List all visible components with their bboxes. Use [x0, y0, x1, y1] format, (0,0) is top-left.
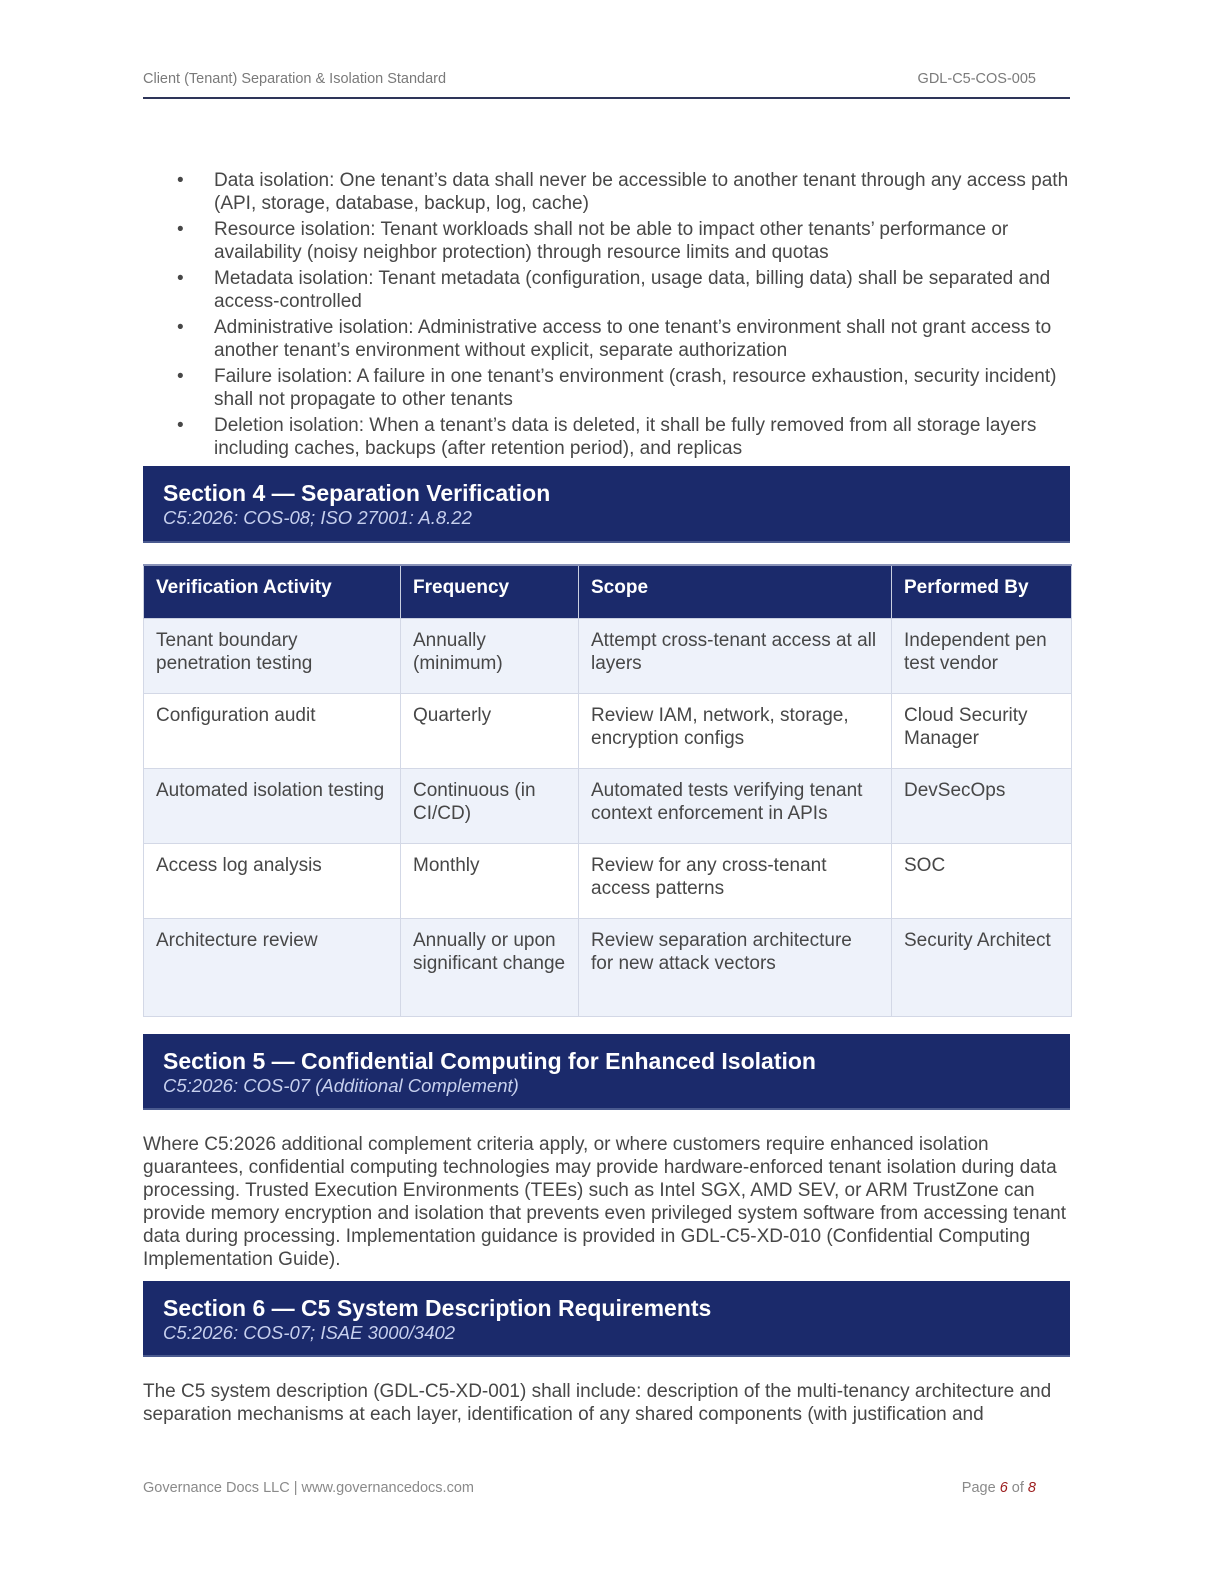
- bullet-icon: •: [177, 170, 184, 191]
- page-header: [143, 70, 1070, 99]
- section-4-header: [143, 466, 1070, 543]
- list-item-text: Failure isolation: A failure in one tenant’s environment (crash, resource exhaustion, security incident) shall not propagate to other tenants: [214, 366, 1057, 410]
- table-cell: Review IAM, network, storage, encryption configs: [579, 694, 892, 769]
- table-cell: Attempt cross-tenant access at all layers: [579, 619, 892, 694]
- table-row: [144, 844, 1072, 919]
- table-cell: Review separation architecture for new attack vectors: [579, 919, 892, 1017]
- table-cell: SOC: [892, 844, 1072, 919]
- table-cell: Tenant boundary penetration testing: [144, 619, 401, 694]
- section-reference: C5:2026: COS-07 (Additional Complement): [163, 1075, 519, 1096]
- section-title: Section 4 — Separation Verification: [163, 480, 551, 506]
- section-title: Section 5 — Confidential Computing for Enhanced Isolation: [163, 1048, 816, 1074]
- bullet-icon: •: [177, 366, 184, 387]
- page-indicator: [962, 1480, 1036, 1496]
- table-cell: Access log analysis: [144, 844, 401, 919]
- section-title: Section 6 — C5 System Description Requirements: [163, 1295, 712, 1321]
- company-info: Governance Docs LLC | www.governancedocs.com: [143, 1480, 474, 1496]
- list-item-text: Administrative isolation: Administrative access to one tenant’s environment shall not grant access to another tenant’s environment without explicit, separate authorization: [214, 317, 1052, 361]
- list-item: [143, 267, 1073, 313]
- verification-table: [143, 564, 1072, 1017]
- section-5-body: Where C5:2026 additional complement criteria apply, or where customers require enhanced isolation guarantees, confidential computing technologies may provide hardware-enforced tenant isolation during data processing. Trusted Execution Environments (TEEs) such as Intel SGX, AMD SEV, or ARM TrustZone can provide memory encryption and isolation that prevents even privileged system software from accessing tenant data during processing. Implementation guidance is provided in GDL-C5-XD-010 (Confidential Computing Implementation Guide).: [143, 1134, 1067, 1270]
- list-item-text: Data isolation: One tenant’s data shall never be accessible to another tenant through any access path (API, storage, database, backup, log, cache): [214, 170, 1069, 214]
- section-6-body: The C5 system description (GDL-C5-XD-001) shall include: description of the multi-tenancy architecture and separation mechanisms at each layer, identification of any shared components (with justification and: [143, 1381, 1052, 1425]
- bullet-icon: •: [177, 268, 184, 289]
- table-cell: Cloud Security Manager: [892, 694, 1072, 769]
- page-of-label: of: [1011, 1480, 1024, 1496]
- total-pages-number: 8: [1027, 1480, 1036, 1496]
- column-header: Scope: [579, 565, 892, 619]
- list-item: [143, 316, 1073, 362]
- section-reference: C5:2026: COS-07; ISAE 3000/3402: [163, 1322, 456, 1343]
- list-item: [143, 365, 1073, 411]
- list-item: [143, 218, 1073, 264]
- bullet-icon: •: [177, 415, 184, 436]
- section-5-header: [143, 1034, 1070, 1110]
- table-cell: Configuration audit: [144, 694, 401, 769]
- current-page-number: 6: [999, 1480, 1008, 1496]
- table-cell: Continuous (in CI/CD): [401, 769, 579, 844]
- table-cell: Automated isolation testing: [144, 769, 401, 844]
- list-item: [143, 414, 1073, 460]
- table-header-row: [144, 565, 1072, 619]
- table-cell: Annually (minimum): [401, 619, 579, 694]
- table-cell: Security Architect: [892, 919, 1072, 1017]
- table-cell: Independent pen test vendor: [892, 619, 1072, 694]
- table-cell: Review for any cross-tenant access patterns: [579, 844, 892, 919]
- bullet-icon: •: [177, 317, 184, 338]
- table-cell: Monthly: [401, 844, 579, 919]
- table-row: [144, 694, 1072, 769]
- bullet-icon: •: [177, 219, 184, 240]
- column-header: Frequency: [401, 565, 579, 619]
- list-item-text: Resource isolation: Tenant workloads shall not be able to impact other tenants’ performance or availability (noisy neighbor protection) through resource limits and quotas: [214, 219, 1009, 263]
- page-label: Page: [961, 1480, 996, 1496]
- table-cell: Quarterly: [401, 694, 579, 769]
- table-cell: Automated tests verifying tenant context enforcement in APIs: [579, 769, 892, 844]
- table-cell: Architecture review: [144, 919, 401, 1017]
- table-row: [144, 619, 1072, 694]
- table-cell: Annually or upon significant change: [401, 919, 579, 1017]
- section-reference: C5:2026: COS-08; ISO 27001: A.8.22: [163, 507, 472, 528]
- document-title: Client (Tenant) Separation & Isolation Standard: [143, 71, 447, 87]
- table-row: [144, 919, 1072, 1017]
- document-id: GDL-C5-COS-005: [917, 71, 1036, 87]
- list-item-text: Metadata isolation: Tenant metadata (configuration, usage data, billing data) shall be separated and access-controlled: [214, 268, 1051, 312]
- isolation-requirements-list: [143, 169, 1073, 463]
- list-item-text: Deletion isolation: When a tenant’s data is deleted, it shall be fully removed from all storage layers including caches, backups (after retention period), and replicas: [214, 415, 1037, 459]
- column-header: Verification Activity: [144, 565, 401, 619]
- table-cell: DevSecOps: [892, 769, 1072, 844]
- section-6-header: [143, 1281, 1070, 1357]
- list-item: [143, 169, 1073, 215]
- column-header: Performed By: [892, 565, 1072, 619]
- table-row: [144, 769, 1072, 844]
